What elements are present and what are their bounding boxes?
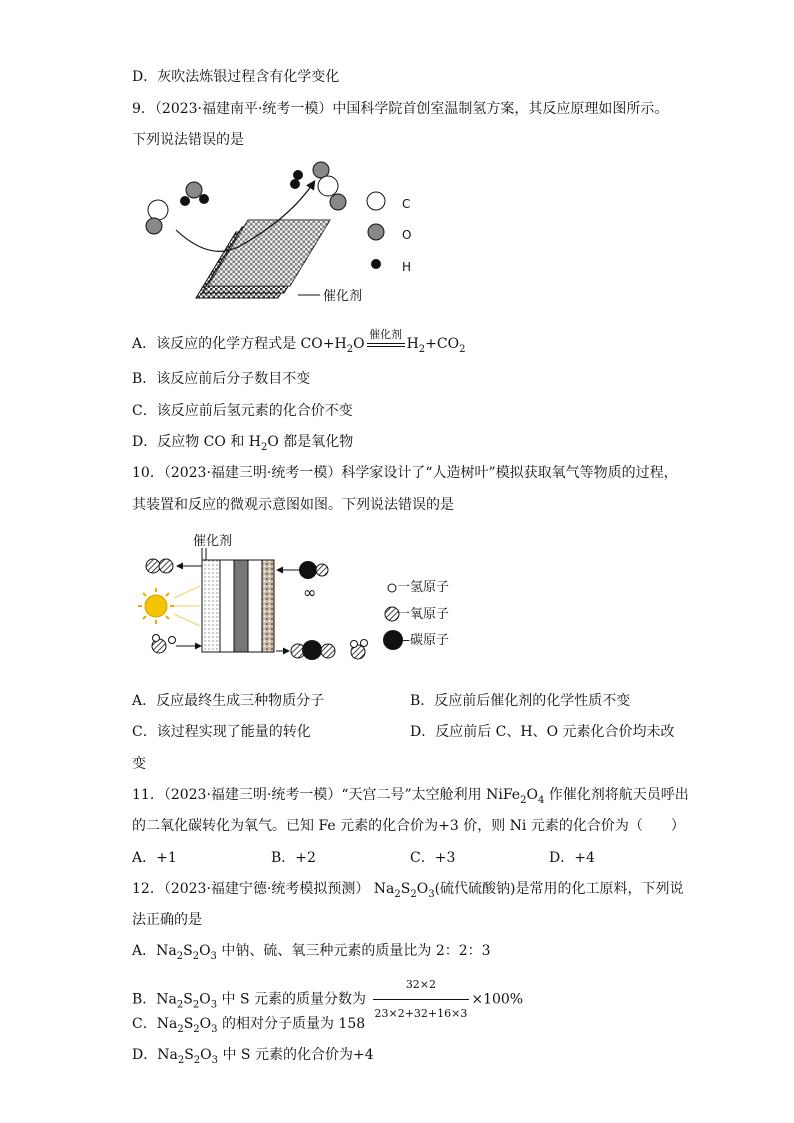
q12-stem-line2: 法正确的是 [132,912,202,928]
q11-option-d: D．+4 [549,850,595,866]
co2-reactant-right [299,561,328,579]
q10-option-b: B．反应前后催化剂的化学性质不变 [410,693,631,709]
q10-option-c: C．该过程实现了能量的转化 [132,724,311,740]
q10-catalyst-label: 催化剂 [193,534,233,549]
q11-option-c: C．+3 [410,850,456,866]
q11-option-b: B．+2 [271,850,316,866]
q9-stem-line2: 下列说法错误的是 [132,132,244,148]
q10-option-d-cont: 变 [132,756,146,772]
q9-legend-o: O [402,228,412,242]
q9-option-a: A．该反应的化学方程式是 $CO+H_2O$ 催化剂 $H_2+CO_2$ [132,328,466,355]
q9-option-d: D．反应物 CO 和 $H_2O$ 都是氧化物 [132,434,354,453]
q9-option-c: C．该反应前后氢元素的化合价不变 [132,403,353,419]
catalyst-arrow: 催化剂 [365,334,407,352]
q9-legend [367,192,385,269]
product-h2-molecule [290,170,303,189]
mass-fraction-formula: $\frac{32\times 2}{23\times 2+32+16\times 3}$ [373,972,470,1027]
q9-legend-h: H [402,260,412,274]
svg-text:∞: ∞ [303,583,317,602]
q9-catalyst-label: 催化剂 [323,289,363,304]
q12-option-d: D．$Na_2S_2O_3$ 中 S 元素的化合价为+4 [132,1047,374,1066]
q10-legend-h: 一氢原子 [397,580,450,595]
sun-icon [138,586,200,626]
q10-stem-line2: 其装置和反应的微观示意图如图。下列说法错误的是 [132,497,454,513]
co2-product-right [291,640,335,660]
q10-option-a: A．反应最终生成三种物质分子 [132,693,325,709]
q12-option-c: C．$Na_2S_2O_3$ 的相对分子质量为 158 [132,1016,366,1035]
o2-product-left [146,559,173,573]
q10-stem-line1: 10．（2023·福建三明·统考一模）科学家设计了“人造树叶”模拟获取氧气等物质的过程， [132,465,678,481]
q11-stem-line2: 的二氧化碳转化为氧气。已知 Fe 元素的化合价为+3 价，则 Ni 元素的化合价为（ ） [132,818,685,834]
q10-legend-c: —碳原子 [397,633,450,648]
q11-option-a: A．+1 [132,850,177,866]
reactant-h2o-molecule [180,182,209,206]
product-co2-molecule [313,162,346,210]
q10-option-d: D．反应前后 C、H、O 元素化合价均未改 [410,724,675,740]
q10-diagram [136,548,386,668]
q9-option-b: B．该反应前后分子数目不变 [132,371,311,387]
q12-stem-line1: 12．（2023·福建宁德·统考模拟预测） $Na_2S_2O_3$(硫代硫酸钠)是常用的化工原料，下列说 [132,881,684,900]
leaf-device [202,548,274,652]
q9-legend-c: C [402,197,411,211]
reactant-co-molecule [146,200,168,234]
ch3oh-molecule [351,640,368,660]
q8-option-d: D．灰吹法炼银过程含有化学变化 [132,69,340,85]
h2o-reactant-left [152,635,176,654]
q11-stem-line1: 11．（2023·福建三明·统考一模）“天宫二号”太空舱利用 $NiFe_2O_4$ 作催化剂将航天员呼出 [132,787,689,806]
q12-option-b: B．$Na_2S_2O_3$ 中 S 元素的质量分数为 $\frac{32\times 2}{23\times 2+32+16\times 3}$ ×100% [132,972,523,1027]
q12-option-a: A．$Na_2S_2O_3$ 中钠、硫、氧三种元素的质量比为 2：2：3 [132,943,491,962]
q9-stem-line1: 9．（2023·福建南平·统考一模）中国科学院首创室温制氢方案，其反应原理如图所示。 [132,101,669,117]
q9-diagram [140,158,440,306]
q10-legend-o: 一氧原子 [397,607,450,622]
